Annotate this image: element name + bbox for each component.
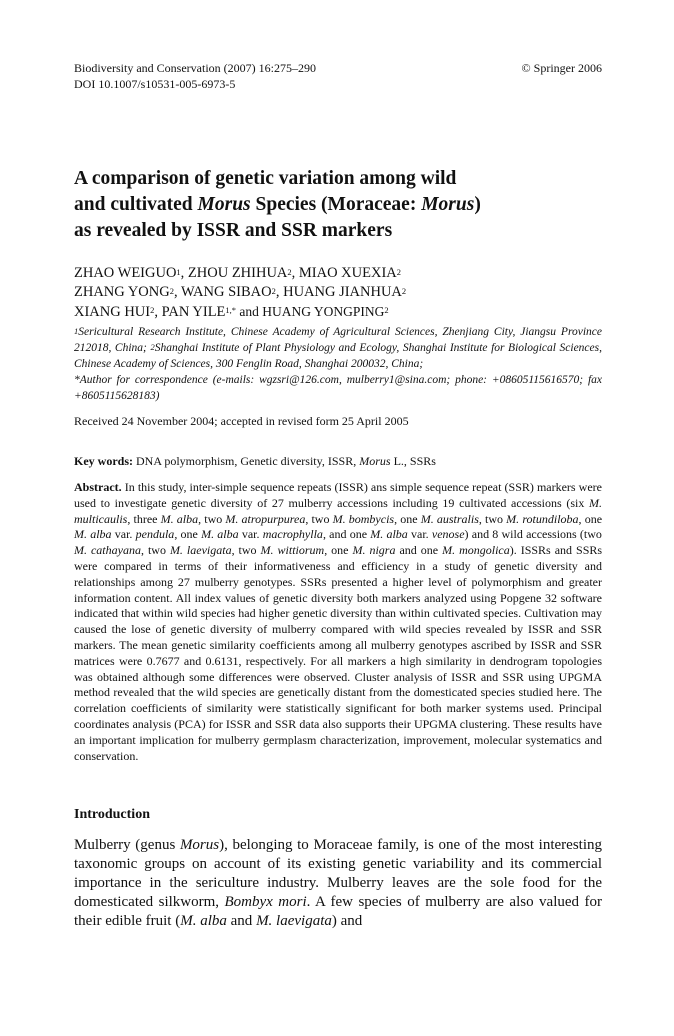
intro-text: Mulberry (genus	[74, 837, 180, 854]
species-name: M. alba	[180, 913, 227, 930]
author: XIANG HUI	[74, 304, 151, 320]
journal-header	[74, 60, 602, 92]
correspondence: *Author for correspondence (e-mails: wgzsri@126.com, mulberry1@sina.com; phone: +08605115616570; fax +8605115628183)	[74, 374, 602, 402]
keywords	[74, 453, 602, 469]
species-name: M. laevigata	[169, 543, 232, 558]
author: , WANG SIBAO	[173, 284, 272, 300]
species-name: M. rotundiloba	[506, 511, 579, 526]
abstract-text: , two	[305, 511, 333, 526]
intro-text: and	[226, 913, 257, 930]
affiliations	[74, 324, 602, 404]
affil-mark: 2	[287, 267, 292, 277]
title-text: )	[474, 194, 481, 215]
affil-mark: 2	[384, 305, 389, 315]
doi: DOI 10.1007/s10531-005-6973-5	[74, 77, 236, 91]
author: ZHANG YONG	[74, 284, 170, 300]
abstract-text: , one	[174, 527, 202, 542]
abstract-text: var.	[111, 527, 136, 542]
title-text: and cultivated	[74, 194, 198, 215]
abstract-text: ). ISSRs and SSRs were compared in terms of their informativeness and efficiency in a study of genetic diversity and relationships among 27 mulberry genotypes. SSRs presented a higher level of polymorphism and greater information content. All index values of genetic diversity both markers analyzed using Popgene 32 software indicated that within wild species had higher genetic diversity than within cultivated species. Cultivation may caused the lose of genetic diversity of mulberry compared with wild species revealed by ISSR and SSR markers. The mean genetic similarity coefficients among all mulberry genotypes ascribed by ISSR and SSR matrices were 0.7677 and 0.6131, respectively. For all markers a high similarity in dendrogram topologies was obtained although some differences were observed. Cluster analysis of ISSR and SSR using UPGMA method revealed that the wild species are genetically distant from the domesticated species studied here. The correlation coefficients of similarity were statistically significant for both marker systems used. Principal coordinates analysis (PCA) for ISSR and SSR data also supports their UPGMA clustering. These results have an important implication for mulberry germplasm characterization, improvement, molecular systematics and conservation.	[74, 543, 603, 763]
abstract-label: Abstract.	[74, 480, 122, 494]
keywords-label: Key words:	[74, 454, 133, 468]
intro-paragraph	[74, 836, 602, 931]
abstract-text: , two	[231, 543, 261, 558]
species-name: M. nigra	[352, 543, 396, 558]
abstract-text: , one	[394, 511, 421, 526]
author: , PAN YILE	[154, 304, 226, 320]
received-dates: Received 24 November 2004; accepted in revised form 25 April 2005	[74, 414, 409, 428]
intro-text: ), belonging to Moraceae family, is one of the most interesting taxonomic groups on account of its existing genetic variability and its commercial importance in the sericulture industry. Mulberry leaves are the sole food for the domesticated silkworm,	[74, 837, 602, 911]
affil-mark: 1	[176, 267, 181, 277]
affil-mark: 2	[169, 286, 174, 296]
affil-mark: 2	[271, 286, 276, 296]
abstract-text: and one	[395, 543, 443, 558]
affil-mark: 2	[150, 305, 155, 315]
species-name: pendula	[135, 527, 175, 542]
intro-text: . A few species of mulberry are also valued for their edible fruit (	[74, 894, 602, 930]
species-name: M. multicaulis	[74, 495, 602, 526]
title-genus: Morus	[421, 194, 475, 215]
abstract-text: , two	[198, 511, 226, 526]
journal-citation: Biodiversity and Conservation (2007) 16:275–290	[74, 61, 316, 75]
author: , HUANG JIANHUA	[275, 284, 402, 300]
author-list	[74, 264, 602, 322]
author: ZHAO WEIGUO	[74, 265, 177, 281]
species-name: M. mongolica	[442, 543, 510, 558]
title-text: Species (Moraceae:	[250, 194, 422, 215]
species-name: M. alba	[201, 527, 239, 542]
abstract-text: , one	[578, 511, 603, 526]
species-name: M. alba	[160, 511, 199, 526]
affil-mark: 1,*	[225, 305, 237, 315]
keywords-genus: Morus	[359, 454, 391, 468]
species-name: M. alba	[370, 527, 408, 542]
species-name: M. bombycis	[332, 511, 395, 526]
section-heading-introduction: Introduction	[74, 807, 150, 823]
affil-mark: 1	[74, 326, 79, 336]
title-genus: Morus	[197, 194, 251, 215]
affil-mark: 2	[150, 342, 155, 352]
species-name: macrophylla	[262, 527, 323, 542]
affil-mark: 2	[401, 286, 407, 296]
title-line-1: A comparison of genetic variation among wild	[74, 168, 457, 189]
abstract	[74, 480, 602, 764]
species-name: M. wittiorum	[260, 543, 325, 558]
title-line-2	[74, 192, 602, 218]
abstract-text: ) and 8 wild accessions (two	[464, 527, 602, 542]
species-name: M. atropurpurea	[225, 511, 306, 526]
species-name: Bombyx mori	[224, 894, 307, 911]
species-name: M. australis	[420, 511, 479, 526]
author: , MIAO XUEXIA	[291, 265, 397, 281]
paper-title	[74, 166, 602, 244]
paper-page	[74, 60, 602, 931]
abstract-text: , and one	[322, 527, 371, 542]
intro-text: ) and	[331, 913, 363, 930]
author: and HUANG YONGPING	[236, 304, 385, 319]
species-name: Morus	[179, 837, 220, 854]
title-line-3: as revealed by ISSR and SSR markers	[74, 220, 393, 241]
affiliation-1: Sericultural Research Institute, Chinese Academy of Agricultural Sciences, Zhenjiang City, Jiangsu Province 212018, China;	[74, 326, 602, 354]
keywords-text: L., SSRs	[390, 454, 436, 468]
species-name: venose	[431, 527, 465, 542]
abstract-text: , three	[127, 511, 161, 526]
author: , ZHOU ZHIHUA	[180, 265, 288, 281]
affiliation-2: Shanghai Institute of Plant Physiology and Ecology, Shanghai Institute for Biological Sciences, Chinese Academy of Sciences, 300 Fenglin Road, Shanghai 200032, China;	[74, 342, 602, 370]
keywords-text: DNA polymorphism, Genetic diversity, ISSR,	[133, 454, 360, 468]
abstract-text: var.	[407, 527, 432, 542]
abstract-text: , one	[324, 543, 353, 558]
abstract-text: , two	[140, 543, 170, 558]
abstract-text: , two	[478, 511, 507, 526]
affil-mark: 2	[396, 267, 402, 277]
abstract-text: In this study, inter-simple sequence repeats (ISSR) ans simple sequence repeat (SSR) markers were used to investigate genetic diversity of 27 mulberry accessions including 19 cultivated accessions (six	[74, 480, 602, 510]
species-name: M. alba	[74, 527, 112, 542]
species-name: M. laevigata	[256, 913, 332, 930]
abstract-text: var.	[238, 527, 263, 542]
copyright: © Springer 2006	[521, 61, 602, 75]
species-name: M. cathayana	[74, 543, 141, 558]
